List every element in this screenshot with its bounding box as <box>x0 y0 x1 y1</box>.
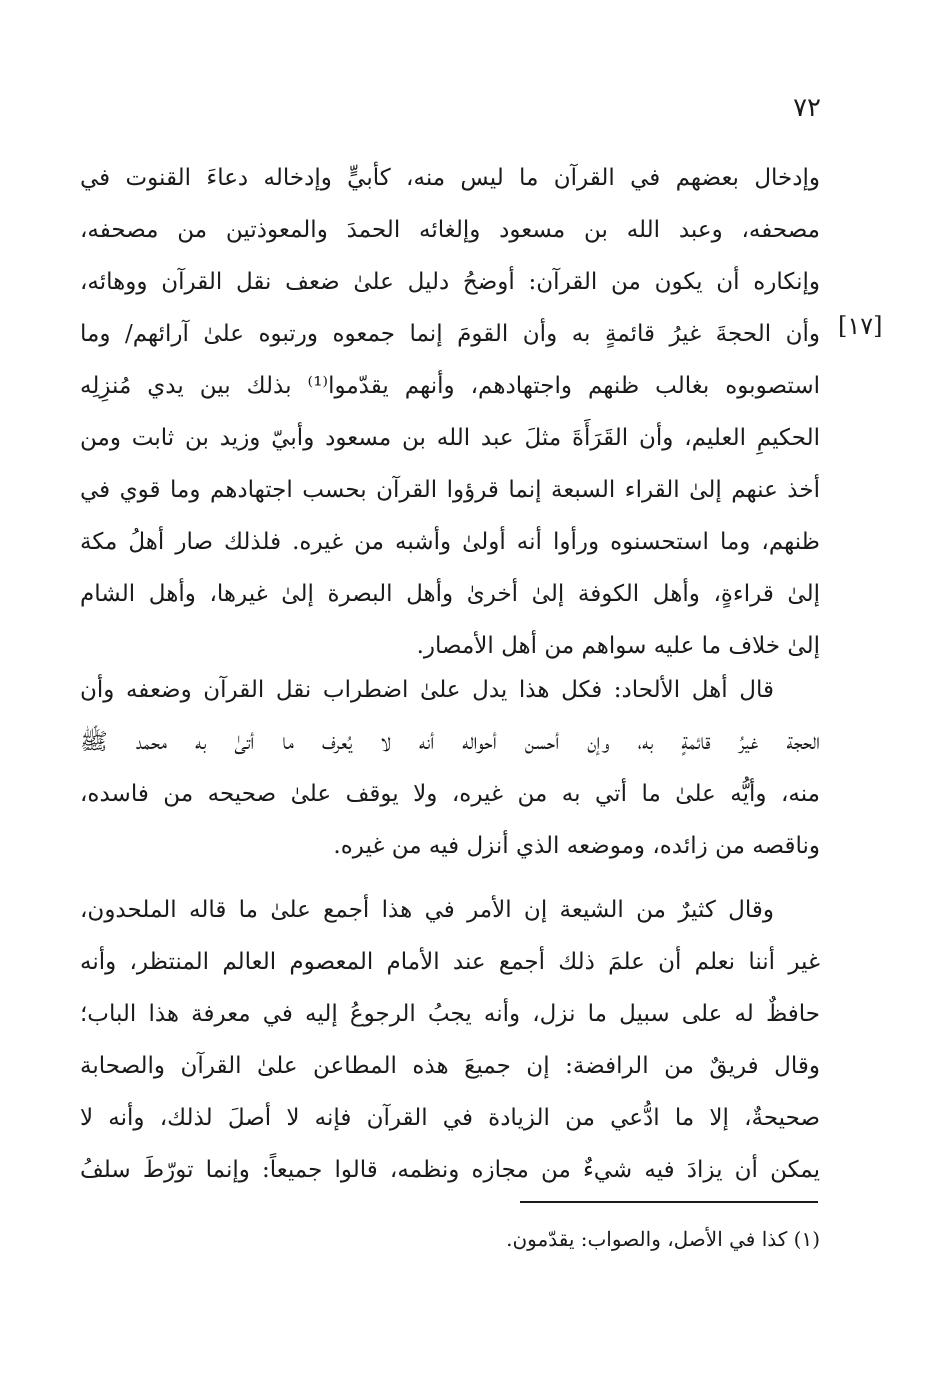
text-line: صحيحةٌ، إلا ما ادُّعي من الزيادة في القرآن فإنه لا أصلَ لذلك، وأنه لا <box>80 1105 820 1131</box>
text-line: وناقصه من زائده، وموضعه الذي أنزل فيه من غيره. <box>333 833 820 859</box>
text-line: إلىٰ خلاف ما عليه سواهم من أهل الأمصار. <box>416 633 820 659</box>
text-line: وقال كثيرٌ من الشيعة إن الأمر في هذا أجمع علىٰ ما قاله الملحدون، <box>80 897 774 923</box>
paragraph-3 <box>80 884 820 1196</box>
text-line: وأن الحجةَ غيرُ قائمةٍ به وأن القومَ إنما جمعوه ورتبوه علىٰ آرائهم/ وما <box>80 321 820 347</box>
margin-page-marker: [١٧] <box>838 312 883 340</box>
text-line: الحكيمِ العليم، وأن القَرَأَةَ مثلَ عبد الله بن مسعود وأبيّ وزيد بن ثابت ومن <box>80 425 820 451</box>
text-line: غير أننا نعلم أن علمَ ذلك أجمع عند الأمام المعصوم العالم المنتظر، وأنه <box>80 949 820 975</box>
text-line: وقال فريقٌ من الرافضة: إن جميعَ هذه المطاعن علىٰ القرآن والصحابة <box>80 1053 820 1079</box>
text-line: استصوبوه بغالب ظنهم واجتهادهم، وأنهم يقدّموا⁽¹⁾ بذلك بين يدي مُنزِلِه <box>80 373 820 399</box>
text-line: يمكن أن يزادَ فيه شيءٌ من مجازه ونظمه، قالوا جميعاً: وإنما تورّطَ سلفُ <box>80 1157 820 1183</box>
paragraph-1 <box>80 152 820 672</box>
text-line: الحجة غيرُ قائمةٍ به، وإن أحسن أحواله أنه لا يُعرف ما أتىٰ به محمد ﷺ <box>80 729 820 755</box>
text-line: منه، وأيُّه علىٰ ما أتي به من غيره، ولا يوقف علىٰ صحيحه من فاسده، <box>80 781 820 807</box>
text-line: قال أهل الألحاد: فكل هذا يدل علىٰ اضطراب نقل القرآن وضعفه وأن <box>80 677 774 703</box>
text-line: أخذ عنهم إلىٰ القراء السبعة إنما قرؤوا القرآن بحسب اجتهادهم وما قوي في <box>80 477 820 503</box>
text-line: حافظٌ له على سبيل ما نزل، وأنه يجبُ الرجوعُ إليه في معرفة هذا الباب؛ <box>80 1001 820 1027</box>
footnote-divider <box>520 1201 818 1203</box>
page-number: ٧٢ <box>793 93 821 123</box>
footnote: (١) كذا في الأصل، والصواب: يقدّمون. <box>506 1227 820 1251</box>
text-line: وإنكاره أن يكون من القرآن: أوضحُ دليل علىٰ ضعف نقل القرآن ووهائه، <box>80 269 820 295</box>
text-line: وإدخال بعضهم في القرآن ما ليس منه، كأبيٍّ وإدخاله دعاءَ القنوت في <box>80 165 820 191</box>
text-line: ظنهم، وما استحسنوه ورأوا أنه أولىٰ وأشبه من غيره. فلذلك صار أهلُ مكة <box>80 529 820 555</box>
paragraph-2 <box>80 664 820 872</box>
text-line: إلىٰ قراءةٍ، وأهل الكوفة إلىٰ أخرىٰ وأهل البصرة إلىٰ غيرها، وأهل الشام <box>80 581 820 607</box>
text-line: مصحفه، وعبد الله بن مسعود وإلغائه الحمدَ والمعوذتين من مصحفه، <box>80 217 820 243</box>
